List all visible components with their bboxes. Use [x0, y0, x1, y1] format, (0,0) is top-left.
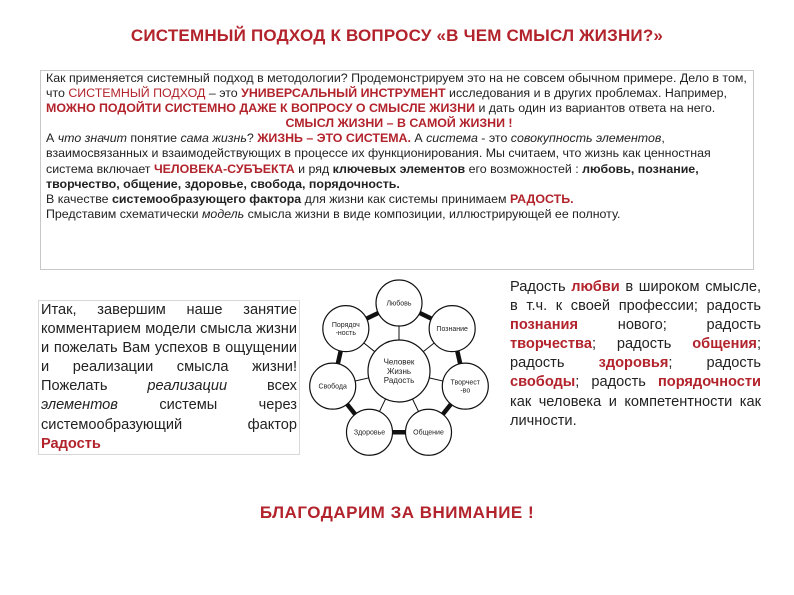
- text-run: А: [410, 131, 427, 146]
- text-run: РАДОСТЬ.: [509, 191, 574, 206]
- text-run: ; радость: [575, 374, 658, 391]
- text-run: В качестве: [46, 191, 113, 206]
- text-run: ЧЕЛОВЕКА-СУБЪЕКТА: [153, 161, 295, 176]
- intro-paragraph-2: [46, 131, 752, 191]
- element-node-label: Любовь: [386, 300, 412, 308]
- text-run: системы через системообразующий фактор: [41, 397, 297, 433]
- text-run: ; радость: [668, 355, 761, 372]
- text-run: Представим схематически: [46, 206, 202, 221]
- text-run: для жизни как системы принимаем: [301, 191, 510, 206]
- element-node-label: Общение: [413, 429, 444, 437]
- text-run: и дать один из вариантов ответа на него.: [475, 101, 716, 116]
- text-run: – это: [205, 86, 242, 101]
- text-run: и ряд: [294, 161, 333, 176]
- text-run: творчества: [510, 336, 592, 353]
- text-run: А: [46, 131, 58, 146]
- thanks-message: БЛАГОДАРИМ ЗА ВНИМАНИЕ !: [259, 503, 535, 522]
- element-node-label: Здоровье: [353, 429, 386, 437]
- intro-paragraph-1: [46, 71, 752, 116]
- text-run: познания: [510, 317, 579, 334]
- text-run: , взаимосвязанных и взаимодействующих в процессе их функционирования. Мы считаем, что жизнь как ценностная система включает: [46, 131, 711, 176]
- text-run: ; радость: [510, 336, 761, 372]
- text-run: СИСТЕМНЫЙ ПОДХОД: [68, 86, 206, 101]
- life-meaning-diagram: [300, 272, 498, 470]
- text-run: исследования и в других проблемах. Например,: [445, 86, 727, 101]
- intro-paragraph-4: [46, 207, 752, 222]
- text-run: в широком смысле, в т.ч. к своей профессии; радость: [510, 279, 762, 315]
- text-run: сама жизнь: [180, 131, 247, 146]
- text-run: модель: [201, 206, 245, 221]
- slide-title: СИСТЕМНЫЙ ПОДХОД К ВОПРОСУ «В ЧЕМ СМЫСЛ ЖИЗНИ?»: [130, 26, 664, 45]
- text-run: свободы: [510, 374, 576, 391]
- intro-center-line: СМЫСЛ ЖИЗНИ – В САМОЙ ЖИЗНИ !: [285, 116, 513, 131]
- text-run: совокупность элементов: [510, 131, 662, 146]
- text-run: его возможностей :: [465, 161, 583, 176]
- text-run: Радость: [41, 435, 101, 452]
- text-run: реализации: [147, 378, 228, 395]
- text-run: любовь, познание, творчество, общение, здоровье, свобода, порядочность.: [46, 161, 699, 191]
- text-run: МОЖНО ПОДОЙТИ СИСТЕМНО ДАЖЕ К ВОПРОСУ О СМЫСЛЕ ЖИЗНИ: [46, 101, 475, 116]
- text-run: - это: [477, 131, 511, 146]
- closing-comment: [38, 300, 300, 455]
- text-run: порядочности: [657, 374, 761, 391]
- text-run: всех: [227, 378, 297, 395]
- text-run: Как применяется системный подход в методологии? Продемонстрируем это на не совсем обычном примере. Дело в том, что: [46, 71, 747, 101]
- text-run: нового; радость: [578, 317, 761, 334]
- element-node-label: Порядоч -ность: [331, 322, 360, 338]
- text-run: как человека и компетентности как личности.: [510, 393, 761, 429]
- intro-text: [46, 71, 752, 222]
- element-node-label: Познание: [436, 326, 468, 334]
- text-run: любви: [571, 279, 620, 295]
- text-run: общения: [692, 336, 757, 353]
- text-run: что значит: [57, 131, 127, 146]
- text-run: ; радость: [591, 336, 693, 353]
- center-node-label: Человек Жизнь Радость: [383, 357, 415, 385]
- text-run: элементов: [41, 397, 118, 414]
- text-run: понятие: [126, 131, 181, 146]
- text-run: ЖИЗНЬ – ЭТО СИСТЕМА.: [257, 131, 411, 146]
- text-run: смысла жизни в виде композиции, иллюстрирующей ее полноту.: [244, 206, 621, 221]
- element-node-label: Творчест -во: [450, 379, 481, 395]
- text-run: ключевых элементов: [332, 161, 466, 176]
- text-run: Итак, завершим наше занятие комментарием модели смысла жизни и пожелать Вам успехов в ощущении и реализации смысла жизни! Пожелать: [41, 302, 297, 395]
- text-run: система: [426, 131, 478, 146]
- text-run: ?: [246, 131, 258, 146]
- intro-paragraph-3: [46, 192, 752, 207]
- text-run: системообразующего фактора: [112, 191, 302, 206]
- text-run: здоровья: [598, 355, 669, 372]
- element-node-label: Свобода: [318, 383, 347, 391]
- text-run: УНИВЕРСАЛЬНЫЙ ИНСТРУМЕНТ: [241, 86, 446, 101]
- text-run: Радость: [510, 279, 572, 295]
- joy-description: [510, 278, 761, 431]
